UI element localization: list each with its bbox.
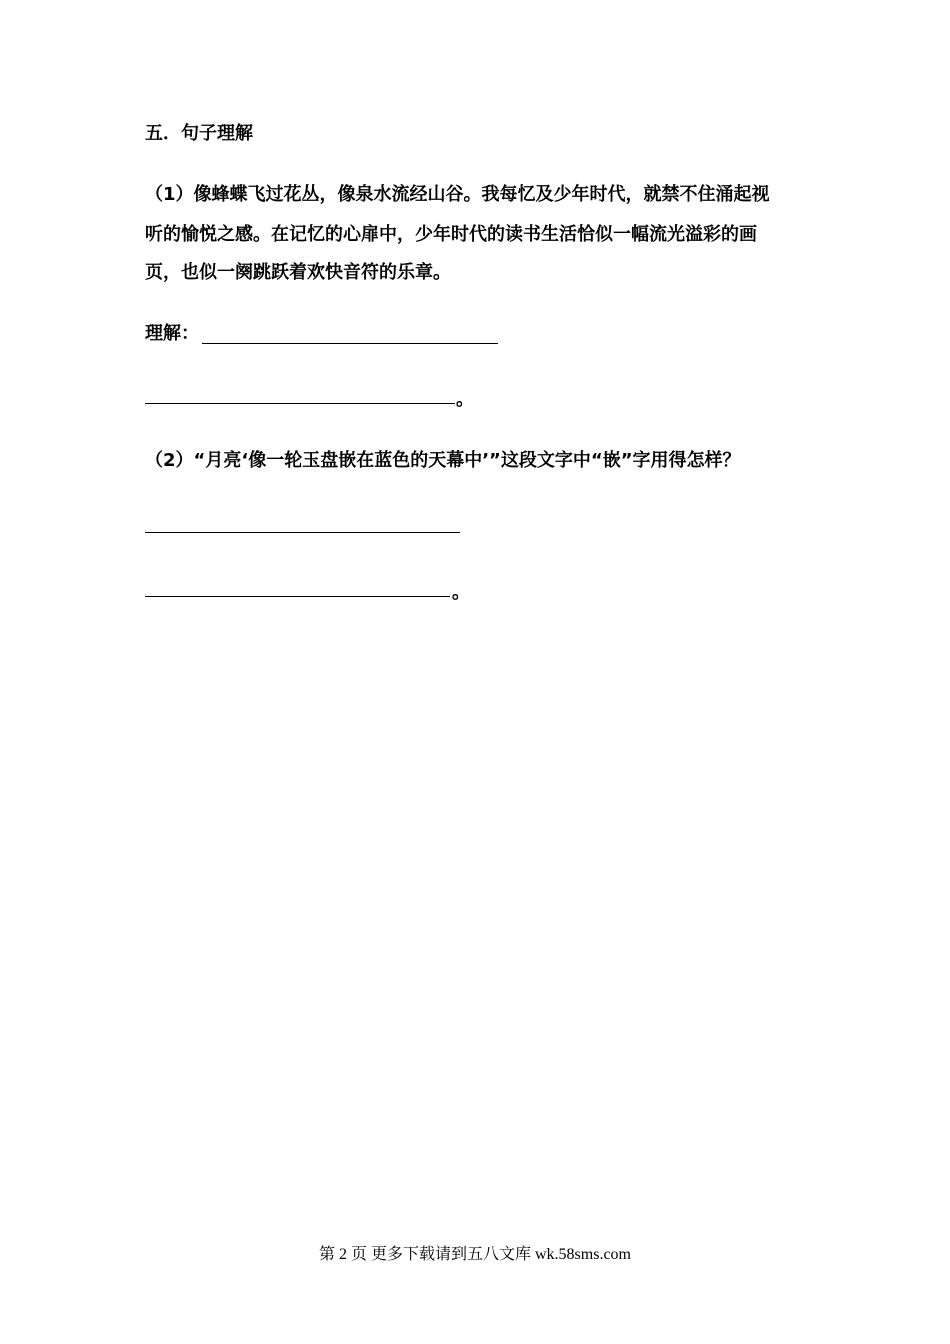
- question-2-answer-blank-1[interactable]: [145, 532, 460, 533]
- question-1-line-2: 听的愉悦之感。在记忆的心扉中，少年时代的读书生活恰似一幅流光溢彩的画: [145, 224, 757, 245]
- question-2-answer-period: 。: [452, 582, 470, 603]
- section-heading: 五．句子理解: [145, 123, 253, 144]
- question-1-answer-blank-2[interactable]: [145, 403, 455, 404]
- question-2-line-1: （2）“月亮‘像一轮玉盘嵌在蓝色的天幕中’”这段文字中“嵌”字用得怎样？: [145, 450, 741, 471]
- answer-label: 理解：: [145, 323, 199, 344]
- question-1-line-1: （1）像蜂蝶飞过花丛，像泉水流经山谷。我每忆及少年时代，就禁不住涌起视: [145, 184, 770, 205]
- question-1-answer-blank-1[interactable]: [202, 343, 498, 344]
- question-1-line-3: 页，也似一阕跳跃着欢快音符的乐章。: [145, 262, 451, 283]
- question-1-answer-row: [145, 322, 199, 346]
- question-1-answer-period: 。: [456, 389, 474, 410]
- page-footer: 第 2 页 更多下载请到五八文库 wk.58sms.com: [318, 1246, 631, 1263]
- question-2-answer-blank-2[interactable]: [145, 596, 450, 597]
